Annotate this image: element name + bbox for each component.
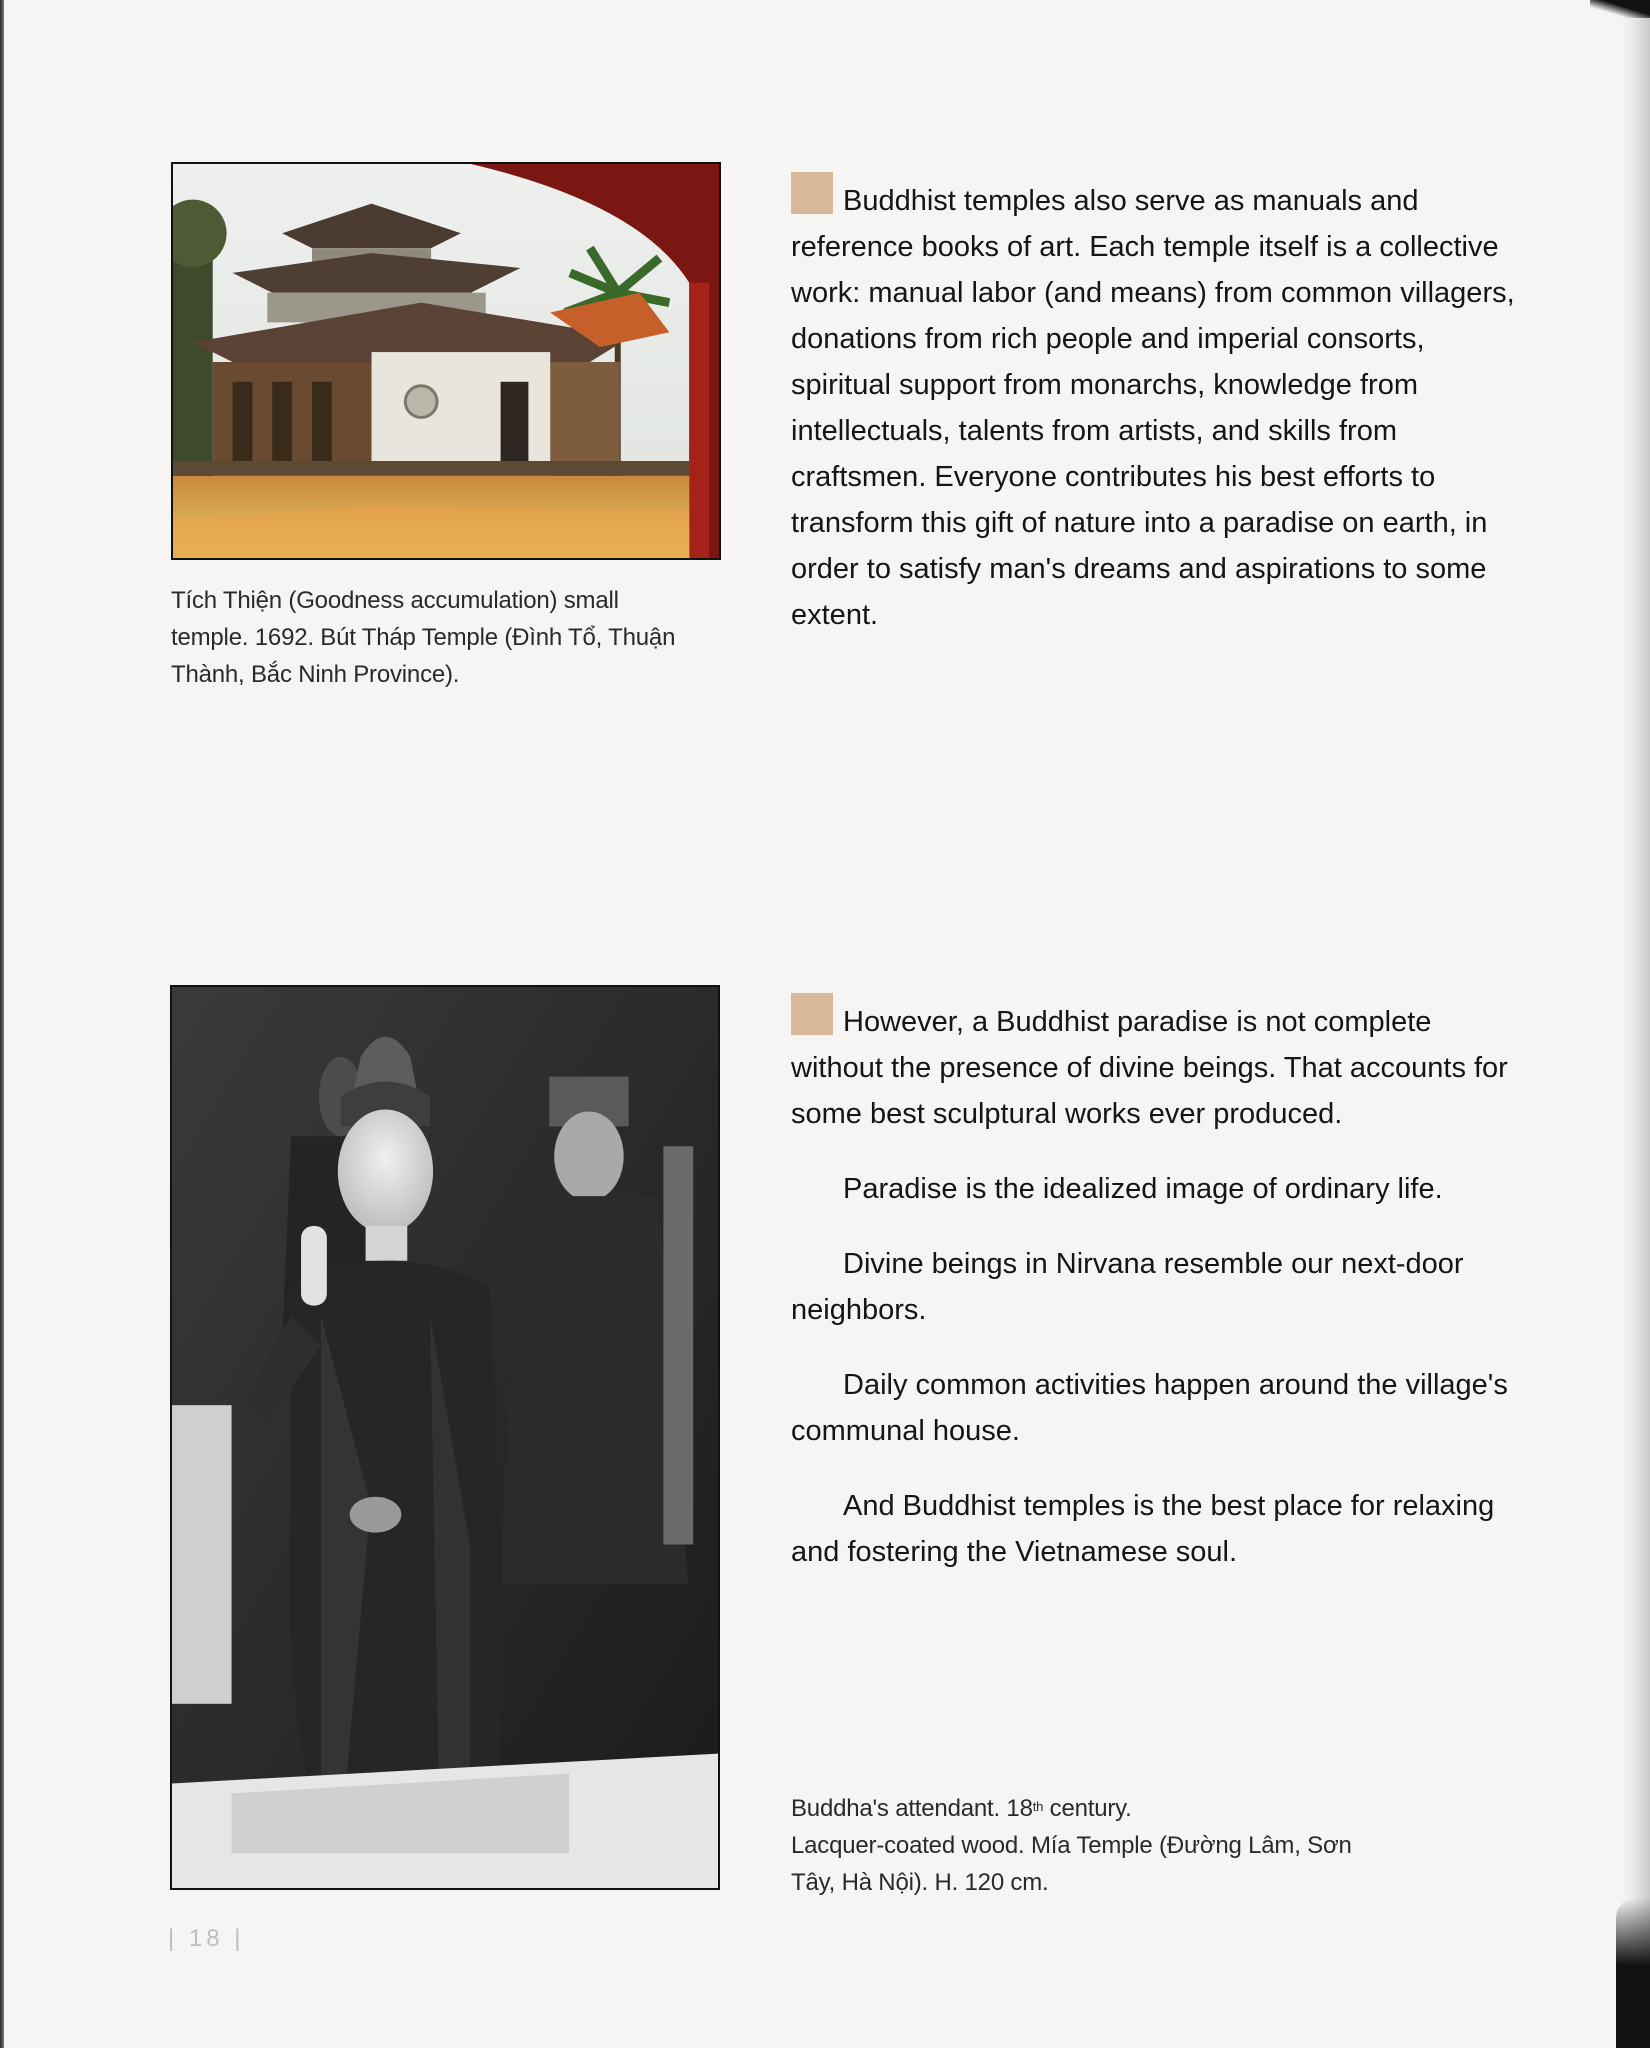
statue-photo-caption xyxy=(791,1790,1391,1901)
statue-caption-line2: Lacquer-coated wood. Mía Temple (Đường Lâm, Sơn Tây, Hà Nội). H. 120 cm. xyxy=(791,1832,1352,1896)
paragraph-4: Divine beings in Nirvana resemble our next-door neighbors. xyxy=(791,1248,1464,1326)
text-block-bottom xyxy=(791,993,1531,1604)
paragraph-1: Buddhist temples also serve as manuals and reference books of art. Each temple itself is a collective work: manual labor (and means) from common villagers, donations from rich people and imperial consorts, spiritual support from monarchs, knowledge from intellectuals, talents from artists, and skills from craftsmen. Everyone contributes his best efforts to transform this gift of nature into a paradise on earth, in order to satisfy man's dreams and aspirations to some extent. xyxy=(791,185,1515,631)
page-binding-edge xyxy=(0,0,4,2048)
page-corner-bottom xyxy=(1616,1898,1650,2048)
statue-caption-ordinal: th xyxy=(1032,1799,1044,1814)
temple-photo xyxy=(171,162,721,560)
paragraph-marker xyxy=(791,993,833,1035)
temple-photo-caption: Tích Thiện (Goodness accumulation) small temple. 1692. Bút Tháp Temple (Đình Tổ, Thuận Thành, Bắc Ninh Province). xyxy=(171,587,676,688)
statue-photo xyxy=(170,985,720,1890)
page-corner-top xyxy=(1590,0,1650,18)
paragraph-3: Paradise is the idealized image of ordinary life. xyxy=(843,1173,1443,1205)
statue-caption-line1-pre: Buddha's attendant. 18 xyxy=(791,1795,1033,1822)
page-shadow-edge xyxy=(1622,0,1650,2048)
statue-caption-line1-post: century. xyxy=(1043,1795,1132,1822)
paragraph-6: And Buddhist temples is the best place for relaxing and fostering the Vietnamese soul. xyxy=(791,1490,1495,1568)
paragraph-marker xyxy=(791,172,833,214)
page-number: | 18 | xyxy=(168,1925,245,1952)
text-block-top xyxy=(791,172,1531,638)
paragraph-2: However, a Buddhist paradise is not complete without the presence of divine beings. That accounts for some best sculptural works ever produced. xyxy=(791,1006,1508,1130)
paragraph-5: Daily common activities happen around the village's communal house. xyxy=(791,1369,1508,1447)
